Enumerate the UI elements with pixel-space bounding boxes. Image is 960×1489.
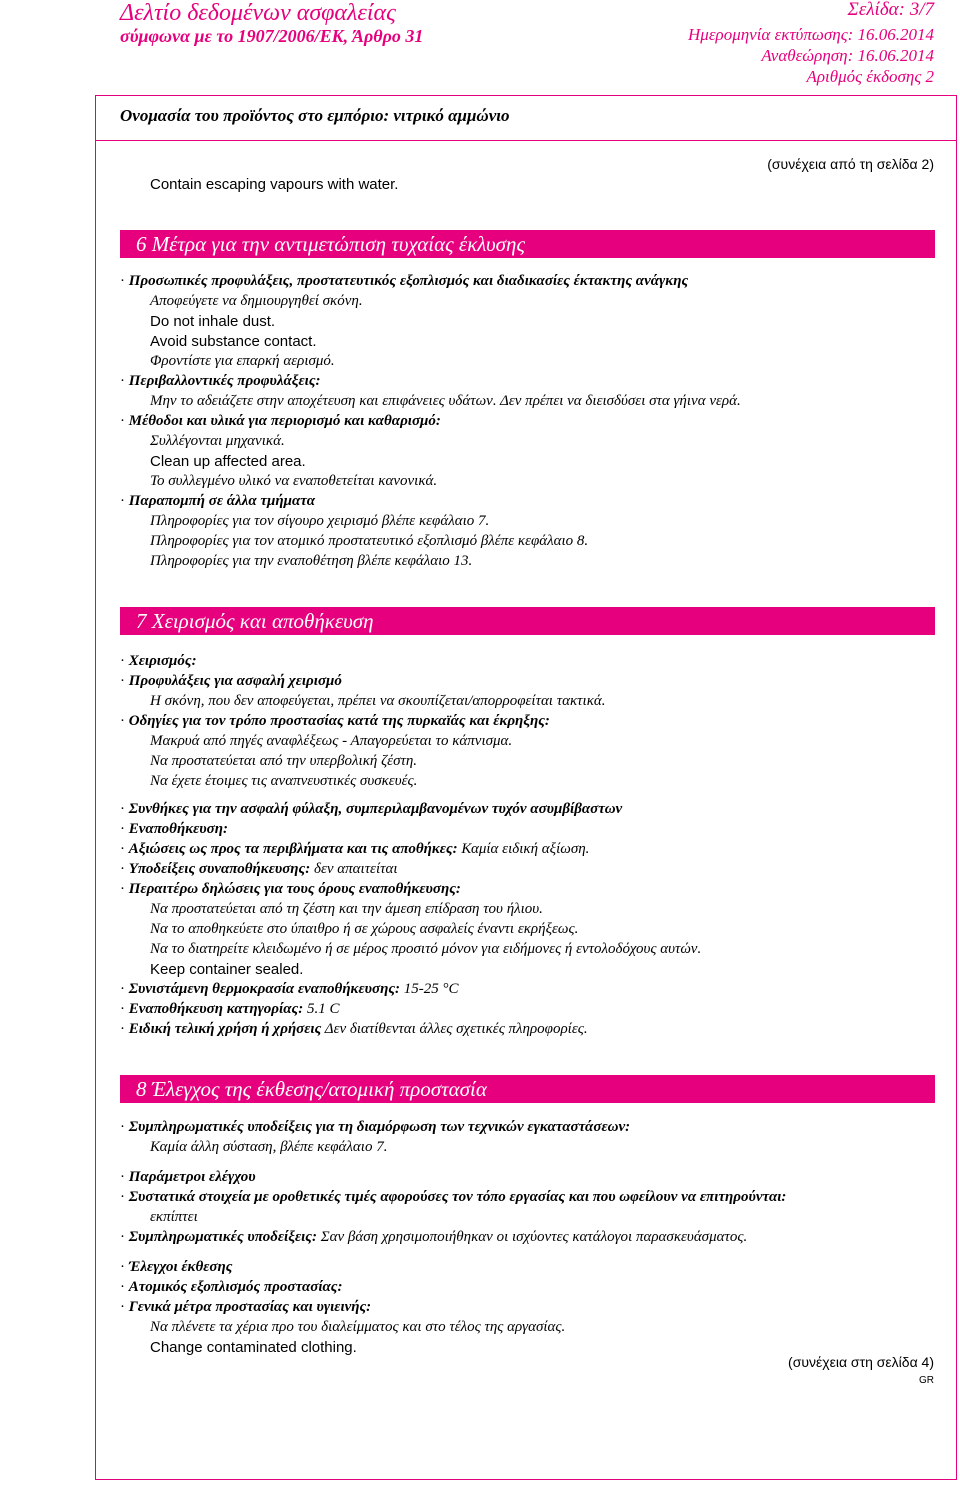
s7-heading-3: · Οδηγίες για τον τρόπο προστασίας κατά της πυρκαϊάς και έκρηξης: (120, 713, 550, 729)
s7-line-6: Να το αποθηκεύετε στο ύπαιθρο ή σε χώρους ασφαλείς έναντι εκρήξεως. (150, 921, 579, 937)
s6-line-2: Do not inhale dust. (150, 313, 276, 330)
section-6-title: 6 Μέτρα για την αντιμετώπιση τυχαίας έκλυσης (120, 230, 935, 258)
language-code: GR (919, 1375, 934, 1386)
s6-line-10: Πληροφορίες για τον ατομικό προστατευτικό εξοπλισμό βλέπε κεφάλαιο 8. (150, 533, 589, 549)
s8-line-3: Να πλένετε τα χέρια προ του διαλείμματος και στο τέλος της αργασίας. (150, 1319, 566, 1335)
s8-line-4: Change contaminated clothing. (150, 1339, 357, 1356)
s7-line-5: Να προστατεύεται από τη ζέστη και την άμεση επίδραση του ήλιου. (150, 901, 543, 917)
s8-heading-1: · Συμπληρωματικές υποδείξεις για τη διαμόρφωση των τεχνικών εγκαταστάσεων: (120, 1119, 631, 1135)
s7-heading-9: · Συνιστάμενη θερμοκρασία εναποθήκευσης: 15-25 °C (120, 981, 459, 997)
s7-line-3: Να προστατεύεται από την υπερβολική ζέστη. (150, 753, 418, 769)
section-7-title: 7 Χειρισμός και αποθήκευση (120, 607, 935, 635)
s7-heading-6: · Αξιώσεις ως προς τα περιβλήματα και τις αποθήκες: Καμία ειδική αξίωση. (120, 841, 590, 857)
s7-heading-10: · Εναποθήκευση κατηγορίας: 5.1 C (120, 1001, 340, 1017)
s7-heading-4: · Συνθήκες για την ασφαλή φύλαξη, συμπεριλαμβανομένων τυχόν ασυμβίβαστων (120, 801, 623, 817)
s6-heading-3: · Μέθοδοι και υλικά για περιορισμό και καθαρισμό: (120, 413, 441, 429)
continued-from: (συνέχεια από τη σελίδα 2) (767, 156, 934, 172)
s6-heading-1: · Προσωπικές προφυλάξεις, προστατευτικός εξοπλισμός και διαδικασίες έκτακτης ανάγκης (120, 273, 689, 289)
s6-line-7: Clean up affected area. (150, 453, 306, 470)
s8-heading-2: · Παράμετροι ελέγχου (120, 1169, 256, 1185)
print-date: Ημερομηνία εκτύπωσης: 16.06.2014 (688, 25, 934, 44)
document-title: Δελτίο δεδομένων ασφαλείας (120, 0, 396, 26)
s6-line-5: Μην το αδειάζετε στην αποχέτευση και επιφάνειες υδάτων. Δεν πρέπει να διεισδύσει στα γήινα νερά. (150, 393, 741, 409)
s6-line-4: Φροντίστε για επαρκή αερισμό. (150, 353, 335, 369)
revision-date: Αναθεώρηση: 16.06.2014 (761, 46, 934, 65)
s6-line-8: Το συλλεγμένο υλικό να εναποθετείται κανονικά. (150, 473, 438, 489)
document-subtitle: σύμφωνα με το 1907/2006/ΕΚ, Άρθρο 31 (120, 26, 424, 46)
s8-heading-3: · Συστατικά στοιχεία με οροθετικές τιμές αφορούσες τον τόπο εργασίας και που ωφείλουν να επιτηρούνται: (120, 1189, 787, 1205)
s8-heading-5: · Έλεγχοι έκθεσης (120, 1259, 233, 1275)
page-number: Σελίδα: 3/7 (847, 0, 934, 20)
s6-heading-2: · Περιβαλλοντικές προφυλάξεις: (120, 373, 321, 389)
s7-heading-7: · Υποδείξεις συναποθήκευσης: δεν απαιτείται (120, 861, 398, 877)
s8-heading-6: · Ατομικός εξοπλισμός προστασίας: (120, 1279, 343, 1295)
pre-line: Contain escaping vapours with water. (150, 176, 399, 193)
version-number: Αριθμός έκδοσης 2 (806, 67, 934, 86)
s7-heading-1: · Χειρισμός: (120, 653, 197, 669)
product-name: Ονομασία του προϊόντος στο εμπόριο: νιτρικό αμμώνιο (120, 106, 510, 125)
s7-line-1: Η σκόνη, που δεν αποφεύγεται, πρέπει να σκουπίζεται/απορροφείται τακτικά. (150, 693, 606, 709)
continued-to: (συνέχεια στη σελίδα 4) (788, 1354, 934, 1370)
section-8-title: 8 Έλεγχος της έκθεσης/ατομική προστασία (120, 1075, 935, 1103)
s7-heading-8: · Περαιτέρω δηλώσεις για τους όρους εναποθήκευσης: (120, 881, 461, 897)
s6-heading-4: · Παραπομπή σε άλλα τμήματα (120, 493, 315, 509)
s7-heading-2: · Προφυλάξεις για ασφαλή χειρισμό (120, 673, 342, 689)
s7-heading-5: · Εναποθήκευση: (120, 821, 228, 837)
s7-line-8: Keep container sealed. (150, 961, 304, 978)
s6-line-11: Πληροφορίες για την εναποθέτηση βλέπε κεφάλαιο 13. (150, 553, 473, 569)
s6-line-3: Avoid substance contact. (150, 333, 317, 350)
s8-heading-4: · Συμπληρωματικές υποδείξεις: Σαν βάση χρησιμοποιήθηκαν οι ισχύοντες κατάλογοι παρασκευάσματος. (120, 1229, 748, 1245)
s8-heading-7: · Γενικά μέτρα προστασίας και υγιεινής: (120, 1299, 372, 1315)
s8-line-1: Καμία άλλη σύσταση, βλέπε κεφάλαιο 7. (150, 1139, 388, 1155)
s7-line-7: Να το διατηρείτε κλειδωμένο ή σε μέρος προσιτό μόνον για ειδήμονες ή εντολοδόχους αυτών. (150, 941, 702, 957)
s6-line-6: Συλλέγονται μηχανικά. (150, 433, 285, 449)
s8-line-2: εκπίπτει (150, 1209, 198, 1225)
s6-line-1: Αποφεύγετε να δημιουργηθεί σκόνη. (150, 293, 363, 309)
s7-line-2: Μακρυά από πηγές αναφλέξεως - Απαγορεύεται το κάπνισμα. (150, 733, 513, 749)
s6-line-9: Πληροφορίες για τον σίγουρο χειρισμό βλέπε κεφάλαιο 7. (150, 513, 490, 529)
s7-heading-11: · Ειδική τελική χρήση ή χρήσεις Δεν διατίθενται άλλες σχετικές πληροφορίες. (120, 1021, 588, 1037)
s7-line-4: Να έχετε έτοιμες τις αναπνευστικές συσκευές. (150, 773, 418, 789)
